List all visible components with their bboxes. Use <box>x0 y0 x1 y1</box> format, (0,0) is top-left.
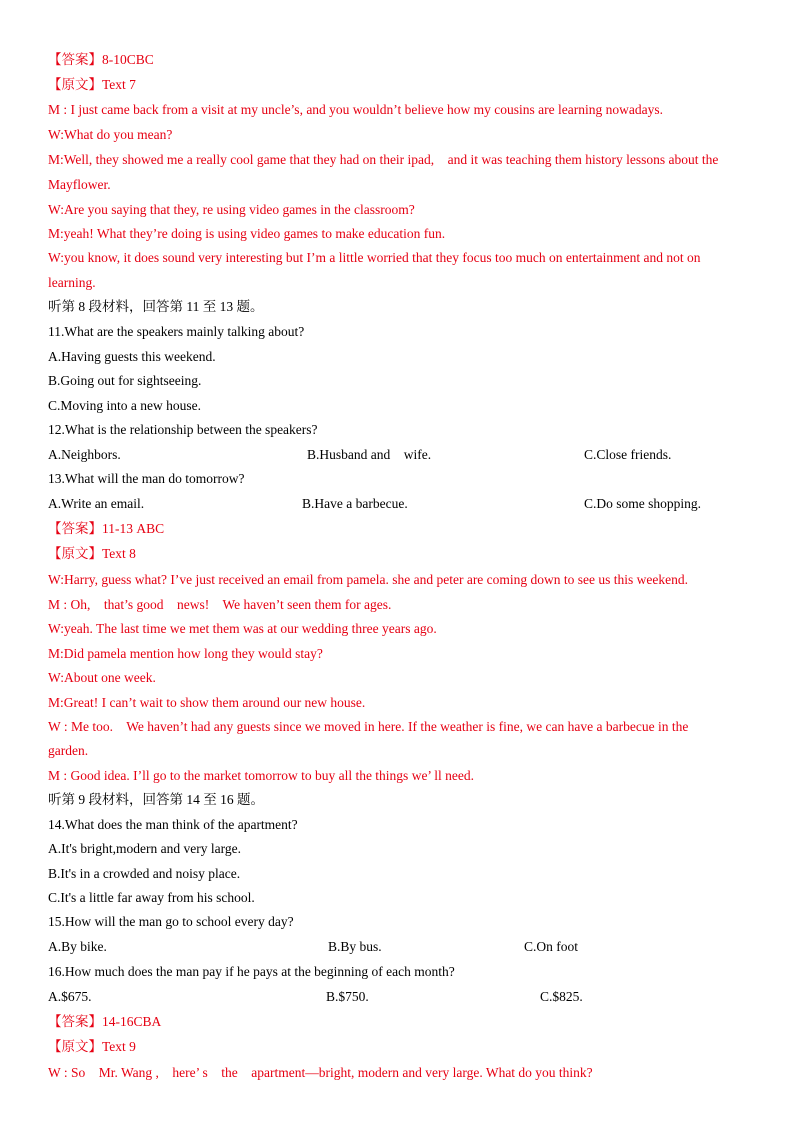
transcript-line: M:Did pamela mention how long they would stay? <box>48 646 323 661</box>
option: B.Husband and wife. <box>307 447 432 462</box>
transcript-label: 【原文】Text 9 <box>48 1039 136 1054</box>
transcript-line: learning. <box>48 275 96 290</box>
question: 15.How will the man go to school every day? <box>48 914 294 929</box>
transcript-line: M:Great! I can’t wait to show them around our new house. <box>48 695 366 710</box>
question: 12.What is the relationship between the speakers? <box>48 422 318 437</box>
option: A.Write an email. <box>48 496 145 511</box>
transcript-line: W : Me too. We haven’t had any guests since we moved in here. If the weather is fine, we can have a barbecue in the <box>48 719 689 734</box>
transcript-line: W : So Mr. Wang , here’ s the apartment—bright, modern and very large. What do you think? <box>48 1065 593 1080</box>
question: 13.What will the man do tomorrow? <box>48 471 245 486</box>
transcript-line: garden. <box>48 743 89 758</box>
option: C.On foot <box>524 939 578 954</box>
option: B.Going out for sightseeing. <box>48 373 202 388</box>
option: A.Having guests this weekend. <box>48 349 216 364</box>
transcript-line: Mayflower. <box>48 177 111 192</box>
answer-label: 【答案】11-13 ABC <box>48 521 165 536</box>
option: B.It's in a crowded and noisy place. <box>48 866 241 881</box>
transcript-line: W:Are you saying that they, re using video games in the classroom? <box>48 202 415 217</box>
transcript-line: W:What do you mean? <box>48 127 173 142</box>
transcript-line: M : I just came back from a visit at my uncle’s, and you wouldn’t believe how my cousins are learning nowadays. <box>48 102 663 117</box>
option: A.Neighbors. <box>48 447 121 462</box>
section-instruction: 听第 8 段材料，回答第 11 至 13 题。 <box>48 299 264 314</box>
transcript-line: M : Oh, that’s good news! We haven’t seen them for ages. <box>48 597 392 612</box>
transcript-line: W:Harry, guess what? I’ve just received an email from pamela. she and peter are coming down to see us this weekend. <box>48 572 689 587</box>
transcript-line: W:About one week. <box>48 670 156 685</box>
option: C.Close friends. <box>584 447 672 462</box>
answer-label: 【答案】8-10CBC <box>48 52 154 67</box>
option: A.By bike. <box>48 939 107 954</box>
transcript-label: 【原文】Text 8 <box>48 546 136 561</box>
option: B.By bus. <box>328 939 382 954</box>
option: C.Do some shopping. <box>584 496 702 511</box>
option: B.$750. <box>326 989 369 1004</box>
option: C.Moving into a new house. <box>48 398 201 413</box>
transcript-line: M:Well, they showed me a really cool game that they had on their ipad, and it was teaching them history lessons about the <box>48 152 719 167</box>
transcript-line: W:yeah. The last time we met them was at our wedding three years ago. <box>48 621 437 636</box>
transcript-label: 【原文】Text 7 <box>48 77 136 92</box>
option: C.It's a little far away from his school. <box>48 890 255 905</box>
transcript-line: W:you know, it does sound very interesting but I’m a little worried that they focus too much on entertainment and not on <box>48 250 701 265</box>
option: B.Have a barbecue. <box>302 496 408 511</box>
option: A.It's bright,modern and very large. <box>48 841 242 856</box>
question: 14.What does the man think of the apartment? <box>48 817 298 832</box>
question: 16.How much does the man pay if he pays at the beginning of each month? <box>48 964 455 979</box>
option: A.$675. <box>48 989 92 1004</box>
question: 11.What are the speakers mainly talking about? <box>48 324 305 339</box>
transcript-line: M:yeah! What they’re doing is using video games to make education fun. <box>48 226 446 241</box>
transcript-line: M : Good idea. I’ll go to the market tomorrow to buy all the things we’ ll need. <box>48 768 475 783</box>
option: C.$825. <box>540 989 583 1004</box>
section-instruction: 听第 9 段材料，回答第 14 至 16 题。 <box>48 792 264 807</box>
answer-label: 【答案】14-16CBA <box>48 1014 162 1029</box>
